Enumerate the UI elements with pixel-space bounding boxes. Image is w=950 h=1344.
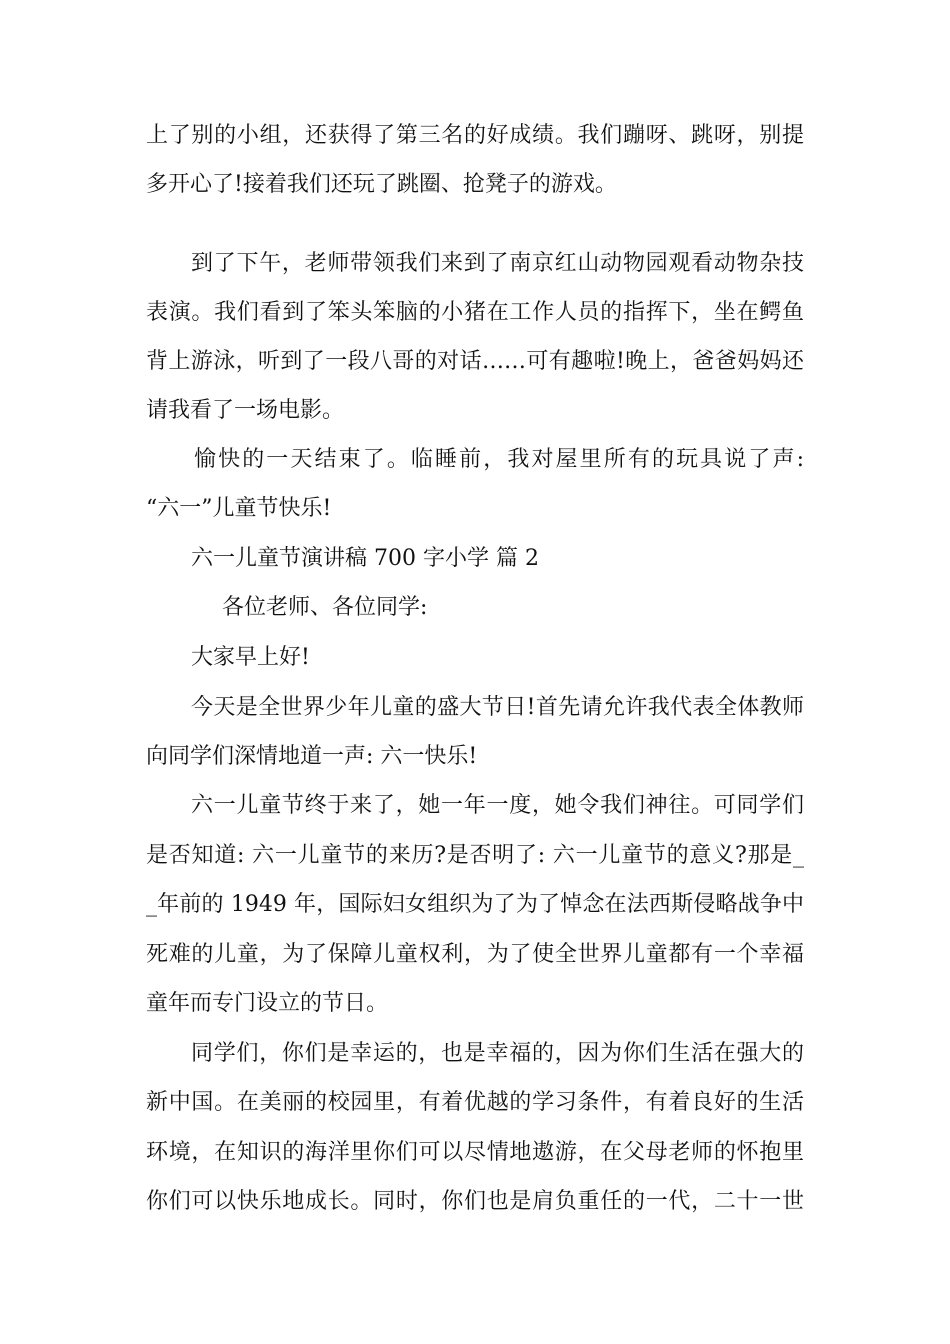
salutation: 各位老师、各位同学: [222,595,428,620]
body-text-line: 是否知道: 六一儿童节的来历?是否明了: 六一儿童节的意义?那是_ [146,843,804,868]
body-text-line: 请我看了一场电影。 [146,398,345,423]
body-text-line: 到了下午，老师带领我们来到了南京红山动物园观看动物杂技 [191,251,804,276]
body-text-line: 死难的儿童，为了保障儿童权利，为了使全世界儿童都有一个幸福 [146,942,804,967]
body-text-line: 环境，在知识的海洋里你们可以尽情地遨游，在父母老师的怀抱里 [146,1140,804,1165]
greeting: 大家早上好! [191,645,310,670]
body-text-line: 同学们，你们是幸运的，也是幸福的，因为你们生活在强大的 [191,1041,804,1066]
body-text-line: 童年而专门设立的节日。 [146,991,389,1016]
body-text-line: 背上游泳，听到了一段八哥的对话……可有趣啦!晚上，爸爸妈妈还 [146,349,804,374]
body-text-line: 新中国。在美丽的校园里，有着优越的学习条件，有着良好的生活 [146,1090,804,1115]
body-text-line: 六一儿童节终于来了，她一年一度，她令我们神往。可同学们 [191,793,804,818]
body-text-line: 表演。我们看到了笨头笨脑的小猪在工作人员的指挥下，坐在鳄鱼 [146,300,804,325]
body-text-line: 上了别的小组，还获得了第三名的好成绩。我们蹦呀、跳呀，别提 [146,123,804,148]
body-text-line: 向同学们深情地道一声: 六一快乐! [146,744,478,769]
body-text-line: 多开心了!接着我们还玩了跳圈、抢凳子的游戏。 [146,172,617,197]
body-text-line: 今天是全世界少年儿童的盛大节日!首先请允许我代表全体教师 [191,695,804,720]
body-text-line: 愉快的一天结束了。临睡前，我对屋里所有的玩具说了声: [194,447,804,472]
body-text-line: “六一”儿童节快乐! [146,496,332,521]
body-text-line: _年前的 1949 年，国际妇女组织为了为了悼念在法西斯侵略战争中 [146,892,804,917]
body-text-line: 你们可以快乐地成长。同时，你们也是肩负重任的一代，二十一世 [146,1189,804,1214]
section-heading: 六一儿童节演讲稿 700 字小学 篇 2 [191,546,539,571]
